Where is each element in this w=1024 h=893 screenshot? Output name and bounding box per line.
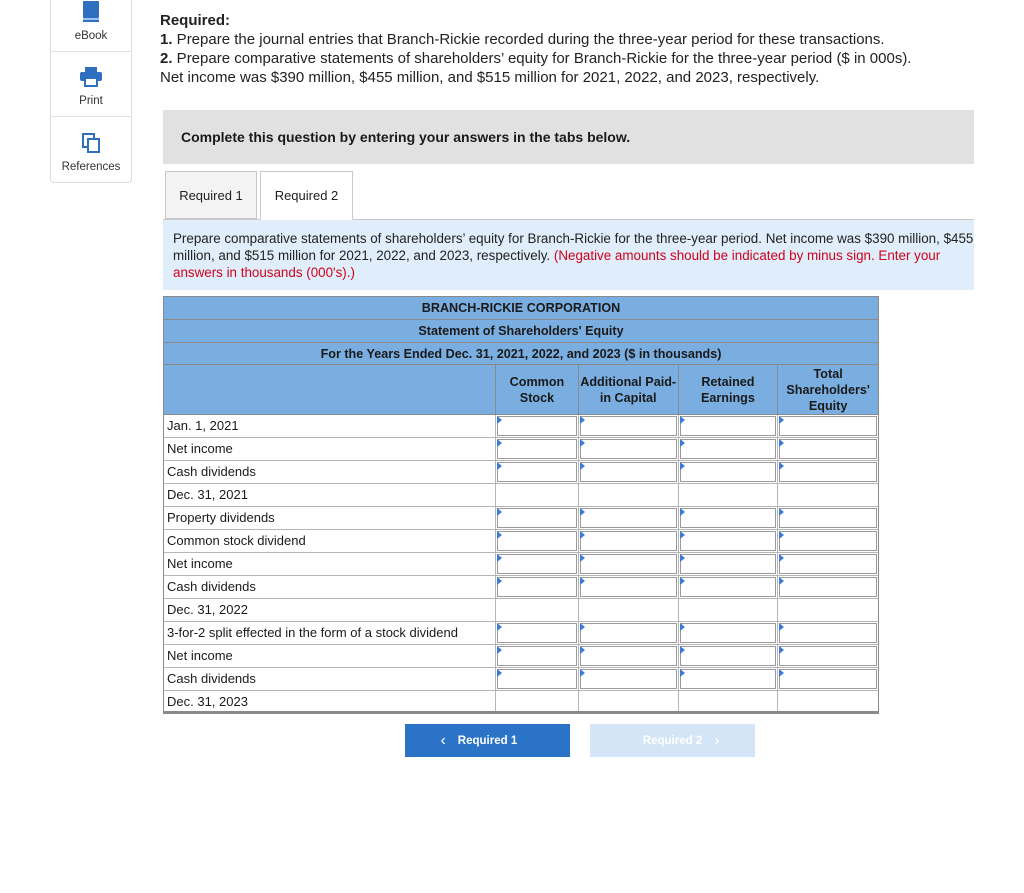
required-item-2 <box>160 49 990 68</box>
table-row <box>163 530 879 553</box>
table-row <box>163 691 879 714</box>
amount-input[interactable] <box>578 645 678 667</box>
input-box[interactable] <box>680 439 777 459</box>
input-marker-icon <box>680 508 685 516</box>
total-cell <box>678 599 778 621</box>
required-item-1 <box>160 30 990 49</box>
amount-input[interactable] <box>777 461 878 483</box>
column-header-common-stock: Common Stock <box>495 365 578 414</box>
amount-input[interactable] <box>578 553 678 575</box>
ebook-button[interactable] <box>51 0 131 52</box>
amount-input[interactable] <box>678 461 778 483</box>
amount-input[interactable] <box>495 507 578 529</box>
amount-input[interactable] <box>777 553 878 575</box>
amount-input[interactable] <box>678 668 778 690</box>
item-2-number: 2. <box>160 50 173 67</box>
table-row <box>163 622 879 645</box>
column-header-retained-earnings: Retained Earnings <box>678 365 778 414</box>
row-label: Common stock dividend <box>167 533 306 548</box>
input-marker-icon <box>779 623 784 631</box>
input-box[interactable] <box>779 646 877 666</box>
statement-rows <box>163 415 879 714</box>
table-row <box>163 645 879 668</box>
sidebar <box>50 0 132 183</box>
amount-input[interactable] <box>495 668 578 690</box>
amount-input[interactable] <box>678 438 778 460</box>
total-cell <box>578 484 678 506</box>
table-row <box>163 415 879 438</box>
input-box[interactable] <box>779 439 877 459</box>
input-box[interactable] <box>497 462 577 482</box>
net-income-text: Net income was $390 million, $455 million, and $515 million for 2021, 2022, and 2023, respectively. <box>160 69 820 86</box>
amount-input[interactable] <box>777 530 878 552</box>
input-box[interactable] <box>779 623 877 643</box>
input-marker-icon <box>779 439 784 447</box>
print-button[interactable] <box>51 52 131 117</box>
tab-required-1[interactable]: Required 1 <box>165 171 257 219</box>
amount-input[interactable] <box>578 438 678 460</box>
amount-input[interactable] <box>678 576 778 598</box>
input-marker-icon <box>680 577 685 585</box>
input-marker-icon <box>779 416 784 424</box>
amount-input[interactable] <box>495 461 578 483</box>
input-marker-icon <box>779 462 784 470</box>
input-box[interactable] <box>779 577 877 597</box>
total-cell <box>495 599 578 621</box>
input-marker-icon <box>680 669 685 677</box>
amount-input[interactable] <box>678 530 778 552</box>
input-box[interactable] <box>580 669 677 689</box>
input-box[interactable] <box>497 554 577 574</box>
row-label: Cash dividends <box>167 579 256 594</box>
complete-question-banner <box>163 110 974 164</box>
references-button[interactable] <box>51 117 131 182</box>
column-header-apic: Additional Paid-in Capital <box>578 365 678 414</box>
input-marker-icon <box>580 531 585 539</box>
row-label: Cash dividends <box>167 464 256 479</box>
input-marker-icon <box>580 554 585 562</box>
input-box[interactable] <box>580 554 677 574</box>
input-marker-icon <box>497 623 502 631</box>
row-label: Net income <box>167 556 233 571</box>
input-marker-icon <box>497 508 502 516</box>
input-box[interactable] <box>580 623 677 643</box>
input-marker-icon <box>680 462 685 470</box>
input-box[interactable] <box>779 462 877 482</box>
input-box[interactable] <box>779 554 877 574</box>
amount-input[interactable] <box>678 553 778 575</box>
input-box[interactable] <box>497 669 577 689</box>
amount-input[interactable] <box>678 645 778 667</box>
input-marker-icon <box>779 646 784 654</box>
next-required-2-button <box>590 724 755 757</box>
table-row <box>163 438 879 461</box>
input-box[interactable] <box>580 646 677 666</box>
amount-input[interactable] <box>495 576 578 598</box>
input-marker-icon <box>497 462 502 470</box>
amount-input[interactable] <box>495 415 578 437</box>
company-name: BRANCH-RICKIE CORPORATION <box>163 296 879 319</box>
input-box[interactable] <box>580 508 677 528</box>
input-box[interactable] <box>580 416 677 436</box>
amount-input[interactable] <box>578 668 678 690</box>
amount-input[interactable] <box>777 438 878 460</box>
input-marker-icon <box>779 531 784 539</box>
amount-input[interactable] <box>495 553 578 575</box>
table-row <box>163 553 879 576</box>
input-box[interactable] <box>680 577 777 597</box>
input-box[interactable] <box>680 508 777 528</box>
input-marker-icon <box>497 554 502 562</box>
input-marker-icon <box>680 439 685 447</box>
amount-input[interactable] <box>678 622 778 644</box>
input-marker-icon <box>497 531 502 539</box>
input-marker-icon <box>580 577 585 585</box>
amount-input[interactable] <box>777 668 878 690</box>
prev-button-label: Required 1 <box>457 734 518 747</box>
input-marker-icon <box>580 669 585 677</box>
printer-icon <box>80 65 102 89</box>
input-box[interactable] <box>779 416 877 436</box>
input-box[interactable] <box>497 508 577 528</box>
copy-icon <box>82 131 100 155</box>
input-box[interactable] <box>779 508 877 528</box>
column-header-total-equity: Total Shareholders' Equity <box>777 365 878 414</box>
input-box[interactable] <box>680 554 777 574</box>
input-marker-icon <box>580 439 585 447</box>
input-box[interactable] <box>580 439 677 459</box>
input-box[interactable] <box>680 646 777 666</box>
input-box[interactable] <box>497 577 577 597</box>
chevron-left-icon: ‹ <box>440 731 446 749</box>
column-headers <box>163 365 879 415</box>
input-box[interactable] <box>680 416 777 436</box>
table-row <box>163 461 879 484</box>
input-marker-icon <box>580 623 585 631</box>
table-row <box>163 668 879 691</box>
amount-input[interactable] <box>678 415 778 437</box>
input-marker-icon <box>580 462 585 470</box>
input-box[interactable] <box>680 462 777 482</box>
input-marker-icon <box>680 416 685 424</box>
input-box[interactable] <box>497 623 577 643</box>
row-label: Net income <box>167 441 233 456</box>
input-marker-icon <box>497 577 502 585</box>
row-label: Dec. 31, 2021 <box>167 487 248 502</box>
item-2-text: Prepare comparative statements of shareholders’ equity for Branch-Rickie for the three-year period ($ in 000s). <box>172 50 912 67</box>
required-section <box>160 11 990 87</box>
book-icon <box>82 0 100 24</box>
row-label: Cash dividends <box>167 671 256 686</box>
total-cell <box>777 599 878 621</box>
input-marker-icon <box>580 508 585 516</box>
print-label: Print <box>79 95 103 107</box>
total-cell <box>578 599 678 621</box>
amount-input[interactable] <box>777 645 878 667</box>
amount-input[interactable] <box>495 622 578 644</box>
input-marker-icon <box>680 623 685 631</box>
amount-input[interactable] <box>578 622 678 644</box>
row-label: Net income <box>167 648 233 663</box>
chevron-right-icon: › <box>714 731 720 749</box>
amount-input[interactable] <box>777 415 878 437</box>
input-box[interactable] <box>497 416 577 436</box>
row-label: Property dividends <box>167 510 275 525</box>
input-box[interactable] <box>580 531 677 551</box>
amount-input[interactable] <box>495 530 578 552</box>
input-marker-icon <box>497 439 502 447</box>
column-header-label <box>164 365 495 414</box>
next-button-label: Required 2 <box>642 734 703 747</box>
input-box[interactable] <box>779 669 877 689</box>
amount-input[interactable] <box>578 576 678 598</box>
ebook-label: eBook <box>74 30 108 42</box>
input-marker-icon <box>497 646 502 654</box>
instructions-panel <box>163 220 974 290</box>
total-cell <box>678 484 778 506</box>
total-cell <box>777 691 878 711</box>
statement-period: For the Years Ended Dec. 31, 2021, 2022, and 2023 ($ in thousands) <box>163 342 879 365</box>
input-box[interactable] <box>580 577 677 597</box>
tab-required-2[interactable]: Required 2 <box>260 171 353 220</box>
input-marker-icon <box>580 646 585 654</box>
input-marker-icon <box>779 669 784 677</box>
references-label: References <box>61 161 121 173</box>
required-title: Required: <box>160 12 231 29</box>
amount-input[interactable] <box>777 507 878 529</box>
input-marker-icon <box>779 508 784 516</box>
complete-question-text: Complete this question by entering your answers in the tabs below. <box>181 129 631 145</box>
item-1-text: Prepare the journal entries that Branch-Rickie recorded during the three-year period for these transactions. <box>172 31 885 48</box>
total-cell <box>495 691 578 711</box>
amount-input[interactable] <box>678 507 778 529</box>
row-label: 3-for-2 split effected in the form of a stock dividend <box>167 625 458 640</box>
table-row <box>163 576 879 599</box>
input-box[interactable] <box>779 531 877 551</box>
amount-input[interactable] <box>578 530 678 552</box>
statement-table <box>163 296 879 714</box>
row-label: Dec. 31, 2022 <box>167 602 248 617</box>
input-marker-icon <box>580 416 585 424</box>
amount-input[interactable] <box>777 576 878 598</box>
instructions-text: Prepare comparative statements of shareholders’ equity for Branch-Rickie for the three-year period. Net income was $390 million, $455 million, and $515 million for 2021, 2022, and 2023, respectively. <box>173 231 974 263</box>
input-marker-icon <box>779 554 784 562</box>
prev-required-1-button[interactable] <box>405 724 570 757</box>
amount-input[interactable] <box>578 415 678 437</box>
table-row <box>163 599 879 622</box>
row-label: Jan. 1, 2021 <box>167 418 239 433</box>
input-box[interactable] <box>680 669 777 689</box>
instructions-note: (Negative amounts should be indicated by minus sign. Enter your answers in thousands (000's).) <box>173 248 941 280</box>
input-box[interactable] <box>497 439 577 459</box>
amount-input[interactable] <box>578 507 678 529</box>
amount-input[interactable] <box>495 438 578 460</box>
input-marker-icon <box>680 531 685 539</box>
total-cell <box>495 484 578 506</box>
input-box[interactable] <box>497 531 577 551</box>
input-marker-icon <box>497 669 502 677</box>
input-marker-icon <box>680 554 685 562</box>
row-label: Dec. 31, 2023 <box>167 694 248 709</box>
input-marker-icon <box>779 577 784 585</box>
amount-input[interactable] <box>777 622 878 644</box>
input-marker-icon <box>497 416 502 424</box>
item-1-number: 1. <box>160 31 173 48</box>
table-row <box>163 507 879 530</box>
total-cell <box>777 484 878 506</box>
statement-title: Statement of Shareholders' Equity <box>163 319 879 342</box>
input-box[interactable] <box>680 531 777 551</box>
total-cell <box>578 691 678 711</box>
amount-input[interactable] <box>578 461 678 483</box>
table-row <box>163 484 879 507</box>
total-cell <box>678 691 778 711</box>
amount-input[interactable] <box>495 645 578 667</box>
input-box[interactable] <box>580 462 677 482</box>
input-marker-icon <box>680 646 685 654</box>
input-box[interactable] <box>497 646 577 666</box>
input-box[interactable] <box>680 623 777 643</box>
